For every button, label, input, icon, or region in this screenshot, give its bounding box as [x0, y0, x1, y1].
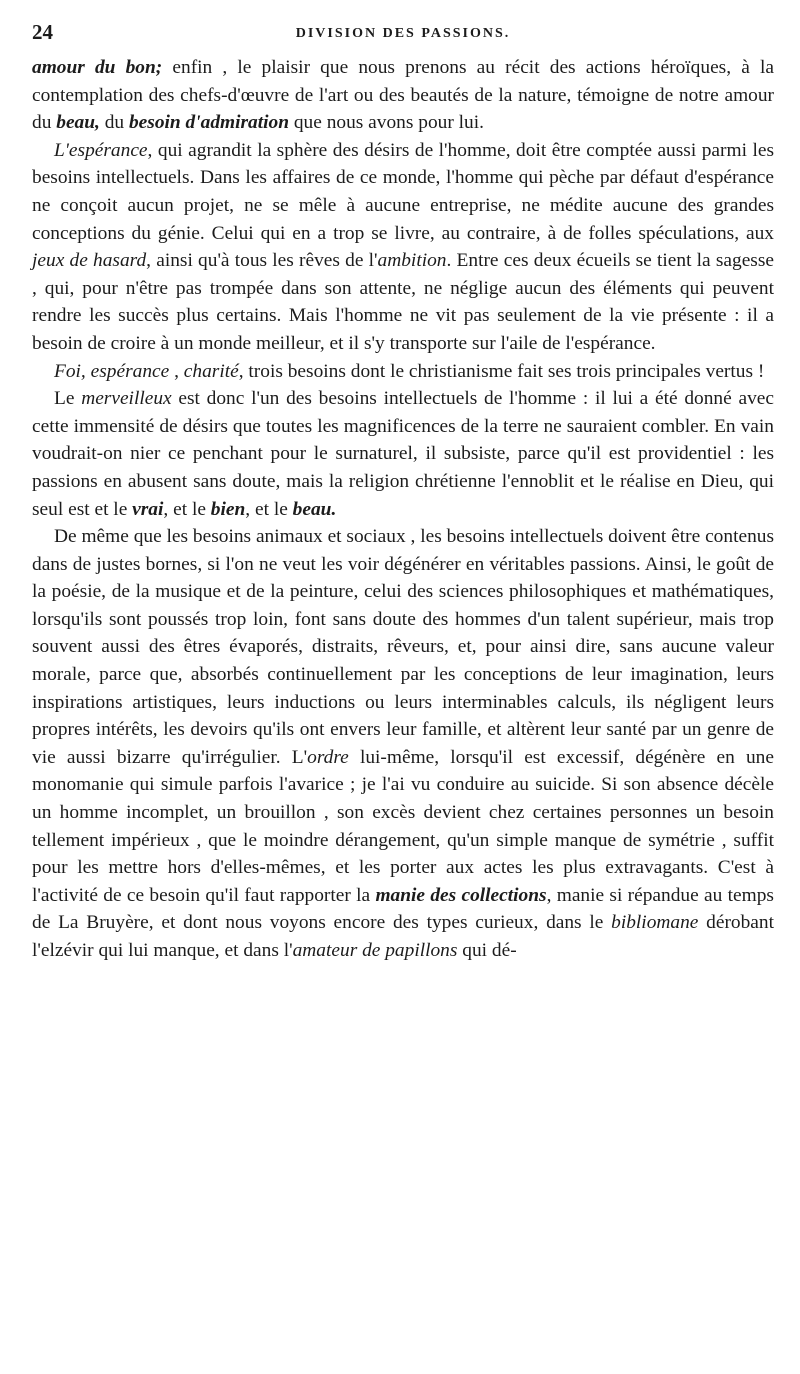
emphasis-text: besoin d'admiration [128, 112, 289, 134]
book-page [32, 20, 774, 965]
body-text [32, 54, 774, 965]
text-run: du [99, 112, 129, 134]
italic-text: L'espérance [54, 139, 148, 161]
text-run: , [169, 360, 184, 382]
italic-text: merveilleux [81, 388, 172, 410]
text-run: , qui agrandit la sphère des désirs de l'homme, doit être comptée aussi parmi les besoins intellectuels. Dans les affaires de ce monde, l'homme qui pèche par défaut d'espérance ne conçoit aucun projet, ne se mêle à aucune entreprise, ne médite aucune des grandes conceptions du génie. Celui qui en a trop se livre, au contraire, à de folles spéculations, aux [32, 139, 774, 244]
italic-text: amateur de papillons [292, 940, 458, 961]
emphasis-text: bien [210, 498, 246, 520]
running-title: DIVISION DES PASSIONS. [295, 26, 511, 41]
emphasis-text: amour du bon; [32, 57, 163, 78]
text-run: que nous avons pour lui. [289, 112, 484, 134]
text-run: enfin , le plaisir que nous prenons au récit des actions héroïques, à la contemplation des chefs-d'œuvre de l'art ou des beautés de la nature, témoigne de notre amour du [32, 57, 774, 134]
text-run: qui dé- [457, 940, 517, 961]
paragraph [32, 137, 774, 358]
italic-text: jeux de hasard [32, 250, 147, 272]
emphasis-text: vrai [132, 498, 164, 520]
text-run: . Entre ces deux écueils se tient la sagesse , qui, pour n'être pas trompée dans son attente, ne néglige aucun des éléments qui peuvent rendre les succès plus certains. Mais l'homme ne vit pas seulement de la vie présente : il a besoin de croire à un monde meilleur, et il s'y transporte sur l'aile de l'espérance. [32, 250, 775, 354]
text-run: est donc l'un des besoins intellectuels de l'homme : il lui a été donné avec cette immensité de désirs que toutes les magnificences de la terre ne sauraient combler. En vain voudrait-on nier ce penchant pour le surnaturel, il subsiste, parce qu'il est providentiel : les passions en abusent sans doute, mais la religion chrétienne l'ennoblit et le réalise en Dieu, qui seul est et le [32, 388, 774, 520]
emphasis-text: beau, [56, 112, 100, 134]
text-run: , et le [163, 498, 211, 520]
emphasis-text: manie des collections [375, 884, 547, 906]
emphasis-text: beau. [292, 498, 337, 520]
page-number: 24 [32, 20, 53, 44]
italic-text: Foi, espérance [54, 360, 170, 382]
paragraph [32, 54, 774, 137]
italic-text: bibliomane [611, 912, 699, 934]
text-run: dérobant l'elzévir qui lui manque, et dans l' [32, 912, 774, 961]
italic-text: ordre [307, 746, 349, 768]
text-run: , manie si répandue au temps de La Bruyère, et dont nous voyons encore des types curieux, dans le [32, 884, 774, 934]
paragraph [32, 385, 774, 523]
paragraph [32, 523, 774, 965]
text-run: , et le [245, 498, 293, 520]
text-run: , trois besoins dont le christianisme fait ses trois principales vertus ! [238, 360, 765, 382]
italic-text: charité [183, 360, 239, 382]
text-run: Le [54, 388, 82, 410]
italic-text: ambition [377, 250, 447, 272]
text-run: , ainsi qu'à tous les rêves de l' [146, 250, 378, 272]
text-run: lui-même, lorsqu'il est excessif, dégénère en une monomanie qui simule parfois l'avarice ; je l'ai vu conduire au suicide. Si son absence décèle un homme incomplet, un brouillon , son excès devient chez certaines personnes un besoin tellement impérieux , que le moindre dérangement, qu'un simple manque de symétrie , suffit pour les mettre hors d'elles-mêmes, et les porter aux actes les plus extravagants. C'est à l'activité de ce besoin qu'il faut rapporter la [32, 746, 774, 906]
paragraph [32, 358, 774, 386]
text-run: De même que les besoins animaux et sociaux , les besoins intellectuels doivent être contenus dans de justes bornes, si l'on ne veut les voir dégénérer en véritables passions. Ainsi, le goût de la poésie, de la musique et de la peinture, celui des sciences philosophiques et mathématiques, lorsqu'ils sont poussés trop loin, font sans doute des hommes d'un talent supérieur, mais trop souvent aussi des êtres évaporés, distraits, rêveurs, et, pour ainsi dire, sans aucune valeur morale, parce que, absorbés continuellement par les conceptions de leur imagination, leurs inspirations artistiques, leurs inductions ou leurs interminables calculs, ils négligent leurs propres intérêts, les devoirs qu'ils ont envers leur famille, et altèrent leur santé par un genre de vie aussi bizarre qu'irrégulier. L' [32, 526, 774, 768]
page-header [32, 20, 774, 54]
